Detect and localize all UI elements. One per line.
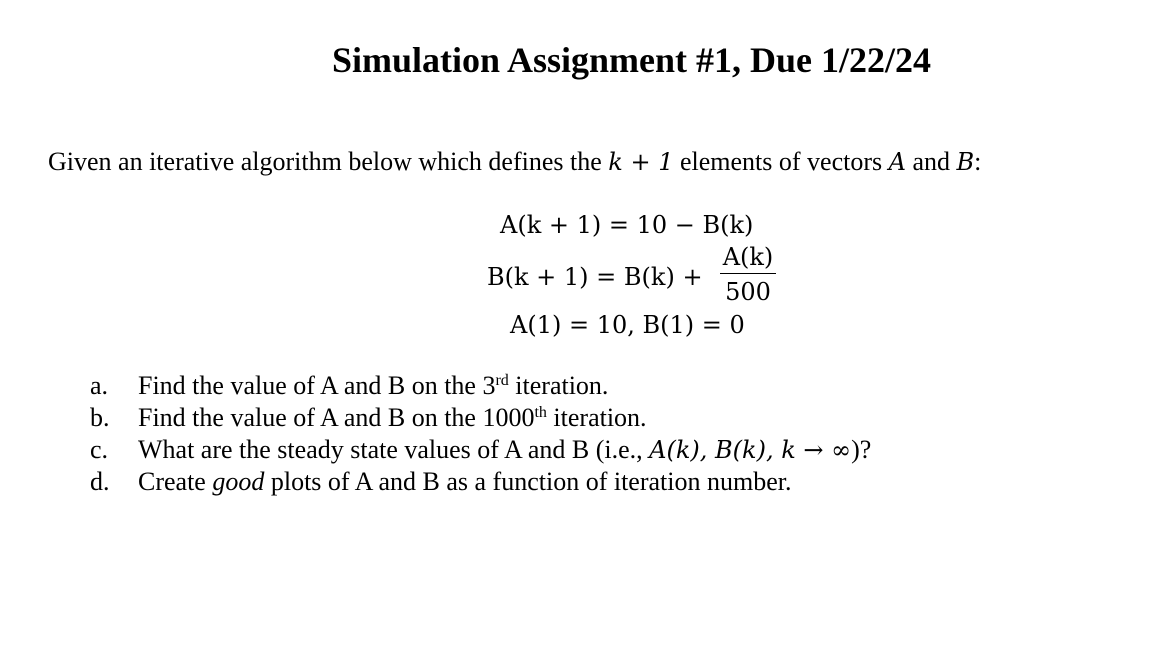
question-item-a xyxy=(90,370,871,402)
assignment-title: Simulation Assignment #1, Due 1/22/24 xyxy=(331,40,932,80)
intro-math-expression: k + 1 xyxy=(608,148,674,176)
equation-initial-conditions: A(1) = 10, B(1) = 0 xyxy=(510,311,745,339)
question-text-before: What are the steady state values of A and B (i.e., xyxy=(138,435,650,464)
question-item-d xyxy=(90,466,871,498)
intro-paragraph xyxy=(48,146,981,178)
intro-text-and: and xyxy=(905,147,957,176)
question-label: b. xyxy=(90,403,110,432)
question-text-after: iteration. xyxy=(508,371,609,400)
question-label: c. xyxy=(90,435,109,464)
question-label: a. xyxy=(90,371,109,400)
equation-b-update-left: B(k + 1) = B(k) + xyxy=(487,263,703,291)
question-math: A(k), B(k), k → ∞ xyxy=(649,436,852,464)
intro-text-after: : xyxy=(974,147,982,176)
question-text-after: )? xyxy=(851,435,872,464)
fraction-denominator: 500 xyxy=(725,278,771,306)
question-text xyxy=(138,466,791,498)
intro-text-middle: elements of vectors xyxy=(673,147,889,176)
question-label: d. xyxy=(90,467,110,496)
question-text xyxy=(138,370,608,402)
intro-text-before: Given an iterative algorithm below which defines the xyxy=(48,147,609,176)
question-text xyxy=(138,434,871,466)
question-text-before: Create xyxy=(138,467,213,496)
question-item-c xyxy=(90,434,871,466)
question-text xyxy=(138,402,647,434)
question-text-before: Find the value of A and B on the 3 xyxy=(138,371,496,400)
question-item-b xyxy=(90,402,871,434)
question-text-after: iteration. xyxy=(546,403,647,432)
equation-b-fraction xyxy=(720,243,776,306)
fraction-bar xyxy=(720,273,776,274)
ordinal-superscript: rd xyxy=(495,372,509,389)
question-text-before: Find the value of A and B on the 1000 xyxy=(138,403,535,432)
question-text-after: plots of A and B as a function of iteration number. xyxy=(264,467,792,496)
ordinal-superscript: th xyxy=(534,404,547,421)
fraction-numerator: A(k) xyxy=(722,243,774,271)
question-emphasis: good xyxy=(212,467,265,496)
equation-a-update: A(k + 1) = 10 − B(k) xyxy=(500,211,754,239)
intro-var-b: B xyxy=(956,148,975,176)
question-list xyxy=(90,370,871,498)
intro-var-a: A xyxy=(888,148,906,176)
